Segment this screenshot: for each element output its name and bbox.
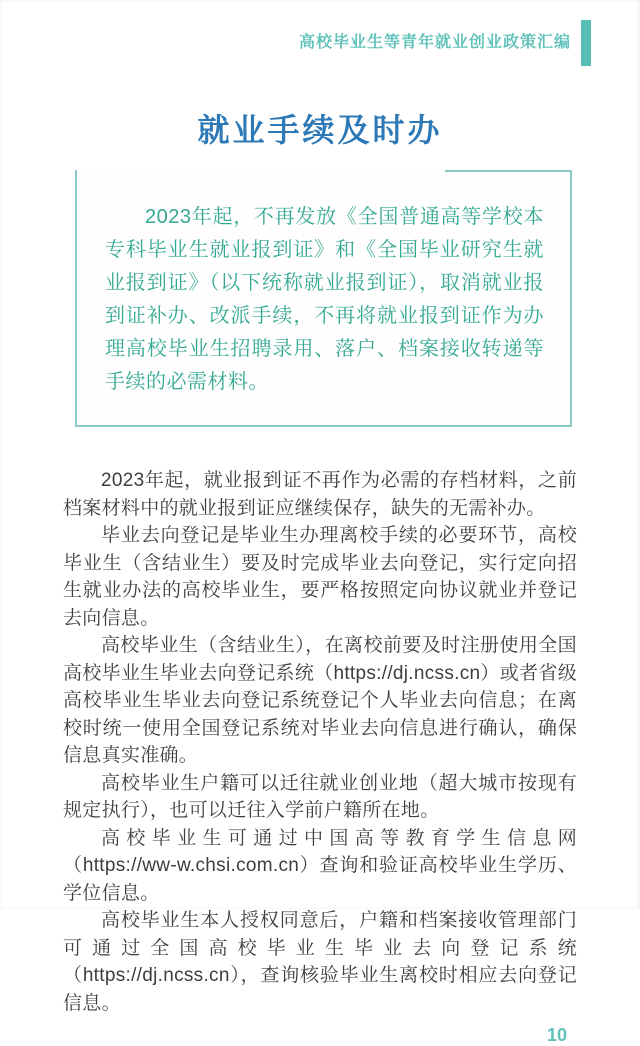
body-paragraphs [63, 467, 577, 1017]
page-footer [63, 1025, 577, 1046]
page-header [63, 0, 577, 66]
body-paragraph: 高校毕业生可通过中国高等教育学生信息网（https://ww-w.chsi.com.cn）查询和验证高校毕业生学历、学位信息。 [63, 827, 577, 904]
page-title: 就业手续及时办 [197, 112, 443, 148]
body-paragraph: 高校毕业生户籍可以迁往就业创业地（超大城市按现有规定执行），也可以迁往入学前户籍所在地。 [63, 772, 577, 821]
body-paragraph: 2023年起，就业报到证不再作为必需的存档材料，之前档案材料中的就业报到证应继续保存，缺失的无需补办。 [63, 470, 577, 519]
body-paragraph: 高校毕业生本人授权同意后，户籍和档案接收管理部门可通过全国高校毕业生毕业去向登记系统（https://dj.ncss.cn），查询核验毕业生离校时相应去向登记信息。 [63, 910, 577, 1014]
header-accent-bar [581, 20, 591, 66]
policy-highlight-box [75, 170, 572, 427]
body-paragraph: 毕业去向登记是毕业生办理离校手续的必要环节，高校毕业生（含结业生）要及时完成毕业去向登记，实行定向招生就业办法的高校毕业生，要严格按照定向协议就业并登记去向信息。 [63, 525, 577, 629]
body-paragraph: 高校毕业生（含结业生），在离校前要及时注册使用全国高校毕业生毕业去向登记系统（https://dj.ncss.cn）或者省级高校毕业生毕业去向登记系统登记个人毕业去向信息；在离校时统一使用全国登记系统对毕业去向信息进行确认，确保信息真实准确。 [63, 635, 577, 766]
header-title: 高校毕业生等青年就业创业政策汇编 [298, 34, 571, 51]
page-number: 10 [546, 1025, 567, 1045]
policy-highlight-text: 2023年起，不再发放《全国普通高等学校本专科毕业生就业报到证》和《全国毕业研究生就业报到证》（以下统称就业报到证），取消就业报到证补办、改派手续，不再将就业报到证作为办理高校毕业生招聘录用、落户、档案接收转递等手续的必需材料。 [105, 206, 544, 393]
